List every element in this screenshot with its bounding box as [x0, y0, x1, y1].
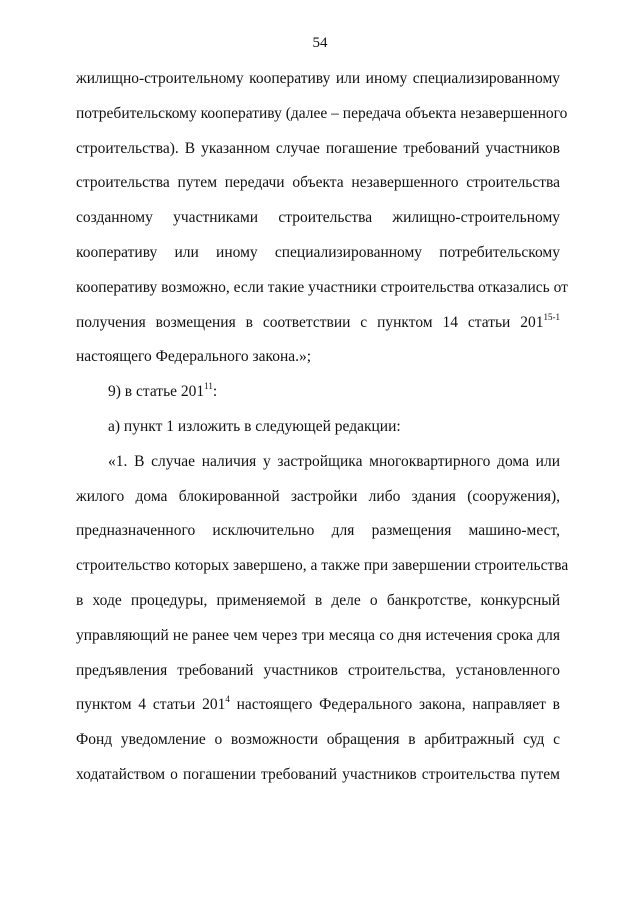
page-number: 54: [312, 35, 328, 51]
text-line: созданному участниками строительства жилищно-строительному: [76, 209, 560, 227]
text-line: управляющий не ранее чем через три месяца со дня истечения срока для: [76, 626, 560, 644]
text-line: получения возмещения в соответствии с пунктом 14 статьи 201$^{15-1}$: [76, 311, 560, 331]
text-line: предназначенного исключительно для размещения машино-мест,: [76, 522, 560, 540]
text-line: ходатайством о погашении требований участников строительства путем: [76, 765, 560, 783]
superscript: 15-1: [543, 311, 560, 322]
text-line: 9) в статье $201^{11}$:: [108, 381, 218, 401]
text-line: кооперативу возможно, если такие участники строительства отказались от: [76, 278, 568, 296]
text-line: кооперативу или иному специализированному потребительскому: [76, 243, 560, 261]
text-line: строительство которых завершено, а также при завершении строительства: [76, 557, 569, 575]
text-line: потребительскому кооперативу (далее – передача объекта незавершенного: [76, 104, 568, 122]
text-line: строительства путем передачи объекта незавершенного строительства: [76, 174, 560, 192]
text-line: пунктом 4 статьи $201^4$ настоящего Федерального закона, направляет в: [76, 694, 560, 714]
superscript: 11: [204, 381, 213, 392]
text-line: настоящего Федерального закона.»;: [76, 348, 312, 366]
body-text: [76, 62, 569, 793]
text-line: жилищно-строительному кооперативу или иному специализированному: [76, 70, 560, 87]
text-line: в ходе процедуры, применяемой в деле о банкротстве, конкурсный: [76, 591, 560, 609]
text-line: жилого дома блокированной застройки либо здания (сооружения),: [76, 487, 560, 505]
text-line: предъявления требований участников строительства, установленного: [76, 661, 560, 679]
superscript: 4: [225, 694, 230, 705]
text-line: строительства). В указанном случае погашение требований участников: [76, 139, 560, 157]
text-line: Фонд уведомление о возможности обращения в арбитражный суд с: [76, 731, 560, 749]
text-line: а) пункт 1 изложить в следующей редакции:: [108, 417, 401, 435]
text-line: «1. В случае наличия у застройщика многоквартирного дома или: [108, 452, 560, 470]
